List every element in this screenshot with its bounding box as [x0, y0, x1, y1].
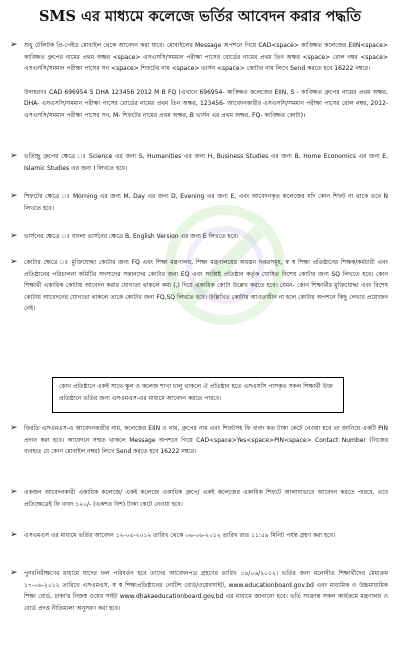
- step-9-text: পুনঃনিরীক্ষণের মাধ্যমে যাদের ফল পরিবর্তন হবে তাদের আবেদনপত্র গ্রহণের তারিখ ১৪/০৬/২০১২। ভর্তির জন্য মনোনীত শিক্ষার্থীদের মেধাক্রম ১৭-০৬-২০১২ তারিখে এসএমএস, স্ব স্ব শিক্ষাপ্রতিষ্ঠানের নোটিশ বোর্ড/ওয়েবসাইট, www.educationboard.gov.bd এবং মাধ্যমিক ও উচ্চমাধ্যমিক শিক্ষা বোর্ড, ঢাকা'র নিজস্ব ওয়েব সাইট www.dhakaeducationboard.gov.bd এর মাধ্যমে জানানো হবে। ভর্তি সংক্রান্ত সকল কার্যক্রমে মন্ত্রণালয় ও বোর্ড প্রদত্ত নীতিমালা অনুসরণ করা হবে।: [24, 570, 388, 612]
- step-4-text: ভার্সনের ক্ষেত্রে ঃ বাংলা ভার্সনের ক্ষেত্রে B, English Version এর জন্য E লিখতে হবে।: [24, 233, 239, 240]
- step-8-text: এসএমএস এর মাধ্যমে ভর্তির আবেদন ১২-০৫-২০১২ তারিখ থেকে ০৬-০৬-২০১২ তারিখ রাত ১১:৫৯ মিনিট পর্যন্ত গ্রহণ করা হবে।: [24, 532, 336, 539]
- instruction-step-6: [10, 423, 388, 458]
- step-5-text: কোটার ক্ষেত্রে ঃ মুক্তিযোদ্ধা কোটার জন্য FQ এবং শিক্ষা মন্ত্রণালয়, শিক্ষা মন্ত্রণালয়ের অধস্তন দপ্তরসমূহ, স্ব স্ব শিক্ষা প্রতিষ্ঠানের শিক্ষক/কর্মচারী এবং প্রতিষ্ঠানের পরিচালনা কমিটির সদস্যদের সন্তানদের কোটার জন্য EQ এবং সংশ্লিষ্ট প্রতিষ্ঠান কর্তৃক ঘোষিত বিশেষ কোটার জন্য SQ লিখতে হবে। কোন শিক্ষার্থী একাধিক কোটায় আবেদন করার যোগ্যতা থাকলে কমা (,) দিয়ে একাধিক কোটা উল্লেখ করতে হবে। যেমন- কোন শিক্ষার্থীর মুক্তিযোদ্ধা এবং বিশেষ কোটায় আবেদনের যোগ্যতা থাকলে তাকে কোটার জন্য FQ,SQ লিখতে হবে। উল্লিখিত কোটার আওতাধীন না হলে কোটার অপশনে কিছু লেখার প্রয়োজন নেই।: [24, 259, 388, 313]
- step-6-text: ফিরতি এসএমএস-এ আবেদনকারীর নাম, কলেজের EIIN ও নাম, গ্রুপের নাম এবং শিফটসহ ফি বাবদ কত টাকা কেটে নেওয়া হবে তা জানিয়ে একটি PIN প্রদান করা হবে। আবেদনে সম্মত থাকলে Message অপশনে গিয়ে CAD<space>Yes<space>PIN<space> Contact Number (নিজের ব্যবহৃত যে কোন মোবাইল নম্বর) লিখে Send করতে হবে 16222 নম্বরে।: [24, 425, 388, 456]
- bullet-arrow-icon: ➢: [10, 568, 18, 578]
- instruction-step-5: [10, 257, 388, 315]
- instruction-step-9: [10, 568, 388, 614]
- page-title: SMS এর মাধ্যমে কলেজে ভর্তির আবেদন করার পদ্ধতি: [38, 8, 362, 25]
- bullet-arrow-icon: ➢: [10, 191, 18, 201]
- bullet-arrow-icon: ➢: [10, 40, 18, 50]
- step-1-text: শুধু টেলিটক প্রি-পেইড মোবাইল থেকে আবেদন করা যাবে। মোবাইলের Message অপশনে গিয়ে CAD<space> কাঙ্ক্ষিত কলেজের EIIN<space> কাঙ্ক্ষিত গ্রুপের নামের প্রথম অক্ষর <space> এসএসসি/সমমান পরীক্ষা পাসের বোর্ডের নামের প্রথম তিন অক্ষর <space> রোল নম্বর <space> এসএসসি/সমমান পরীক্ষা পাসের সন <space> শিফটের নাম <space> ভার্সন <space> কোটার নাম লিখে Send করতে হবে 16222 নম্বরে।: [24, 42, 388, 73]
- bullet-arrow-icon: ➢: [10, 487, 18, 497]
- step-2-text: ভর্তিচ্ছু গ্রুপের ক্ষেত্রে ঃ Science এর জন্য S, Humanities এর জন্য H, Business Studies এর জন্য B, Home Economics এর জন্য E, Islamic Studies এর জন্য I লিখতে হবে।: [24, 153, 388, 172]
- instruction-step-4: [10, 231, 388, 243]
- bullet-arrow-icon: ➢: [10, 231, 18, 241]
- instruction-step-7: [10, 487, 388, 510]
- bullet-arrow-icon: ➢: [10, 151, 18, 161]
- instruction-step-2: [10, 151, 388, 174]
- instruction-step-1: [10, 40, 388, 75]
- step-7-text: একজন আবেদনকারী একাধিক কলেজে/ একই কলেজে একাধিক গ্রুপে/ একই কলেজের একাধিক শিফটে আলাদাভাবে আবেদন করতে পারবে, তবে প্রতিক্ষেত্রেই ফি বাবদ ১২০/- (একশত বিশ) টাকা কেটে নেওয়া হবে।: [24, 489, 388, 508]
- note-box: কোন প্রতিষ্ঠানে একই সাথে স্কুল ও কলেজ শাখা চালু থাকলে ঐ প্রতিষ্ঠান হতে এসএসসি পাসকৃত সকল শিক্ষার্থী উক্ত প্রতিষ্ঠানে ভর্তির জন্য এসএমএস-এর মাধ্যমে আবেদন করতে পারবে।: [52, 377, 344, 413]
- example-text: উদাহরণঃ CAD 696954 S DHA 123456 2012 M B FQ (এখানে 696954- কাঙ্ক্ষিত কলেজের EIIN, S - কাঙ্ক্ষিত গ্রুপের নামের প্রথম অক্ষর, DHA- এসএসসি/সমমান পরীক্ষা পাসের বোর্ডের নামের প্রথম তিন অক্ষর, 123456- আবেদনকারীর এসএসসি/সমমান পরীক্ষা পাসের রোল নম্বর, 2012- এসএসসি/সমমান পরীক্ষা পাসের সন, M- শিফটের নামের প্রথম অক্ষর, B ভার্সন এর প্রথম অক্ষর, FQ- কাঙ্ক্ষিত কোটা)।: [24, 89, 388, 119]
- bullet-arrow-icon: ➢: [10, 257, 18, 267]
- instruction-step-3: [10, 191, 388, 214]
- instruction-step-8: [10, 530, 388, 542]
- bullet-arrow-icon: ➢: [10, 423, 18, 433]
- bullet-arrow-icon: ➢: [10, 530, 18, 540]
- step-3-text: শিফটের ক্ষেত্রে ঃ Morning এর জন্য M, Day এর জন্য D, Evening এর জন্য E, এবং আবেদনকৃত কলেজের যদি কোন শিফট না থাকে তবে N লিখতে হবে।: [24, 193, 388, 212]
